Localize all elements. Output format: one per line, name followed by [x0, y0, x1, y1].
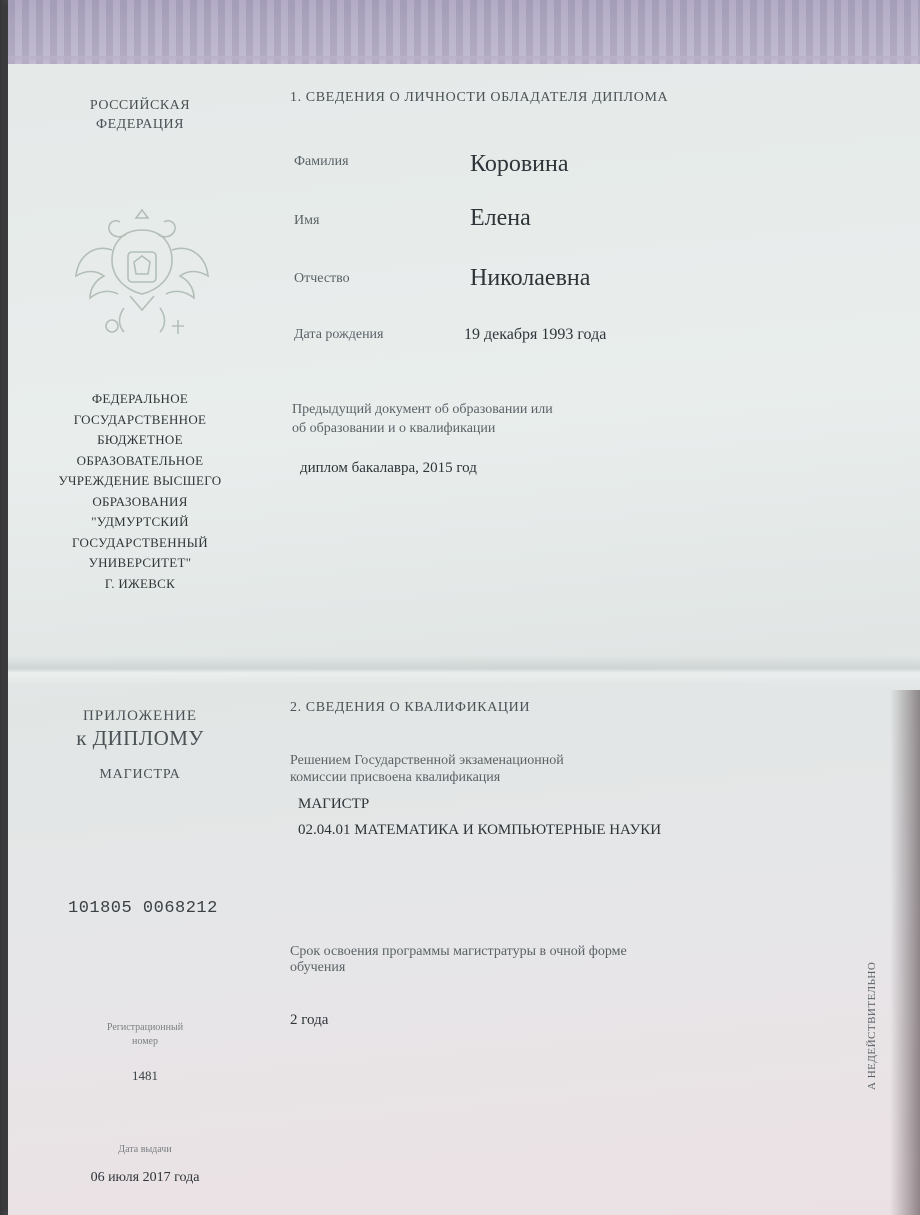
section-1-title: 1. СВЕДЕНИЯ О ЛИЧНОСТИ ОБЛАДАТЕЛЯ ДИПЛОМА [290, 90, 669, 105]
registration-label-line: Регистрационный [106, 1022, 184, 1033]
organization-line: "УДМУРТСКИЙ [91, 514, 189, 529]
country-line: РОССИЙСКАЯ [89, 98, 191, 113]
study-term-label [290, 944, 627, 976]
commission-decision-line: комиссии присвоена квалификация [290, 770, 501, 785]
section-2-title: 2. СВЕДЕНИЯ О КВАЛИФИКАЦИИ [290, 700, 531, 715]
margin-note: А НЕДЕЙСТВИТЕЛЬНО [866, 961, 878, 1090]
serial-number: 101805 0068212 [68, 899, 218, 918]
organization-line: ОБРАЗОВАНИЯ [92, 493, 188, 509]
previous-document-label-line: Предыдущий документ об образовании или [292, 402, 553, 417]
registration-label-line: номер [132, 1036, 158, 1047]
study-term-label-line: Срок освоения программы магистратуры в очной форме [290, 944, 627, 959]
issue-date: 06 июля 2017 года [90, 1170, 200, 1185]
coat-of-arms-emblem [72, 200, 212, 345]
previous-document-value: диплом бакалавра, 2015 год [300, 460, 477, 476]
registration-label [80, 1021, 210, 1049]
commission-decision-line: Решением Государственной экзаменационной [290, 753, 564, 768]
birth-date-value: 19 декабря 1993 года [464, 326, 607, 343]
previous-document-label-line: об образовании и о квалификации [292, 421, 496, 436]
commission-decision-label [290, 752, 564, 786]
guilloche-border-edge [8, 56, 920, 64]
organization-line: БЮДЖЕТНОЕ [97, 432, 183, 447]
surname-value: Коровина [470, 151, 569, 177]
qualification-value: МАГИСТР [298, 796, 370, 812]
organization-line: УЧРЕЖДЕНИЕ ВЫСШЕГО [58, 473, 222, 488]
country-name [60, 96, 220, 134]
birth-date-label: Дата рождения [294, 327, 384, 342]
name-label: Имя [294, 213, 320, 228]
organization-line: ГОСУДАРСТВЕННОЕ [73, 411, 207, 427]
guilloche-border [8, 0, 920, 64]
specialty-value: 02.04.01 МАТЕМАТИКА И КОМПЬЮТЕРНЫЕ НАУКИ [298, 822, 662, 838]
registration-number: 1481 [132, 1068, 158, 1083]
paper-fold [8, 655, 920, 685]
issuing-organization [40, 389, 240, 594]
sheet-shadow [890, 690, 920, 1215]
organization-line: ГОСУДАРСТВЕННЫЙ [72, 534, 208, 550]
patronymic-label: Отчество [294, 271, 350, 286]
patronymic-value: Николаевна [470, 265, 591, 291]
appendix-line: к ДИПЛОМУ [76, 726, 204, 750]
study-term-value: 2 года [290, 1012, 329, 1028]
appendix-line: ПРИЛОЖЕНИЕ [82, 708, 198, 724]
appendix-heading [50, 708, 230, 751]
organization-line: УНИВЕРСИТЕТ" [88, 555, 192, 570]
surname-label: Фамилия [294, 154, 349, 169]
country-line: ФЕДЕРАЦИЯ [96, 117, 184, 132]
previous-document-label [292, 400, 553, 438]
organization-line: Г. ИЖЕВСК [104, 575, 176, 591]
degree-level: МАГИСТРА [99, 767, 181, 782]
organization-line: ФЕДЕРАЛЬНОЕ [91, 391, 189, 406]
issue-date-label: Дата выдачи [118, 1144, 172, 1155]
organization-line: ОБРАЗОВАТЕЛЬНОЕ [76, 452, 204, 468]
name-value: Елена [470, 205, 531, 231]
study-term-label-line: обучения [290, 960, 346, 975]
